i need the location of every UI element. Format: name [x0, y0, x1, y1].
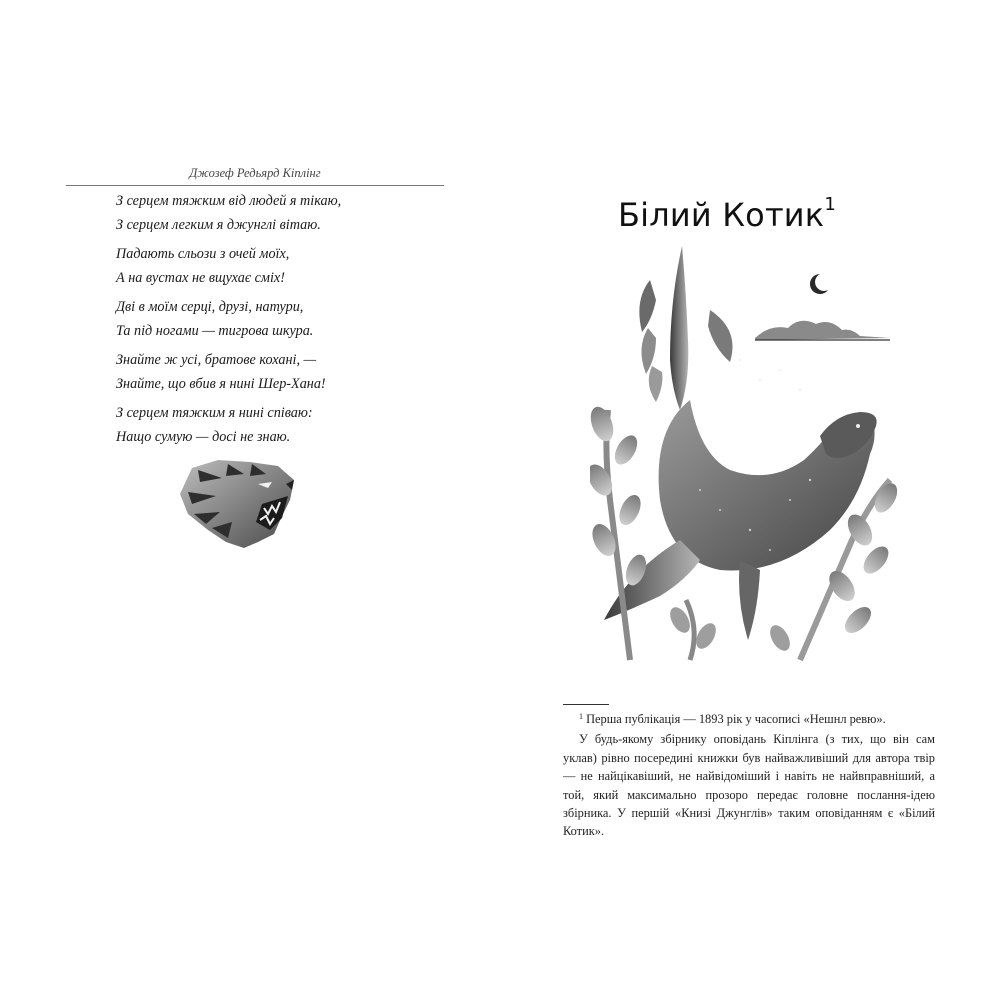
header-rule [66, 185, 444, 186]
poem-line: А на вустах не вщухає сміх! [116, 269, 285, 286]
footnote-first-line [563, 710, 935, 730]
footnote-mark: 1 [579, 712, 583, 721]
tiger-head-illustration [178, 456, 298, 551]
poem-line: Нащо сумую — досі не знаю. [116, 428, 291, 445]
running-head-author: Джозеф Редьярд Кіплінг [189, 166, 321, 180]
poem-stanza [116, 349, 446, 396]
poem-line: З серцем тяжким від людей я тікаю, [116, 193, 342, 209]
poem-stanza [116, 296, 446, 343]
footnote-rule [563, 704, 609, 705]
footnote-first-line-text: Перша публікація — 1893 рік у часописі «Нешнл ревю». [586, 712, 886, 726]
poem-line: Дві в моїм серці, друзі, натури, [116, 299, 304, 315]
poem-stanza [116, 402, 446, 449]
chapter-title [618, 196, 878, 234]
poem-line: З серцем тяжким я нині співаю: [116, 405, 313, 421]
poem-stanza [116, 243, 446, 290]
chapter-title-text: Білий Котик [618, 196, 825, 234]
poem-line: Знайте, що вбив я нині Шер-Хана! [116, 375, 326, 392]
poem-line: Падають сльози з очей моїх, [116, 246, 290, 262]
poem-line: З серцем легким я джунглі вітаю. [116, 216, 321, 233]
footnote-reference: 1 [824, 194, 836, 216]
poem [116, 190, 446, 455]
footnote-body: У будь-якому збірнику оповідань Кіплінга (з тих, що він сам уклав) рівно посередині книжки був найважливіший для автора твір — не найцікавіший, не найвідоміший і навіть не найвправніший, а той, який максимально прозоро передає головне послання-ідею збірника. У першій «Книзі Джунглів» таким оповіданням є «Білий Котик». [563, 732, 935, 839]
footnotes [563, 710, 935, 841]
poem-stanza [116, 190, 446, 237]
moon-icon [810, 274, 828, 294]
seal-illustration [590, 240, 900, 680]
poem-line: Та під ногами — тигрова шкура. [116, 322, 314, 339]
poem-line: Знайте ж усі, братове кохані, — [116, 352, 317, 368]
